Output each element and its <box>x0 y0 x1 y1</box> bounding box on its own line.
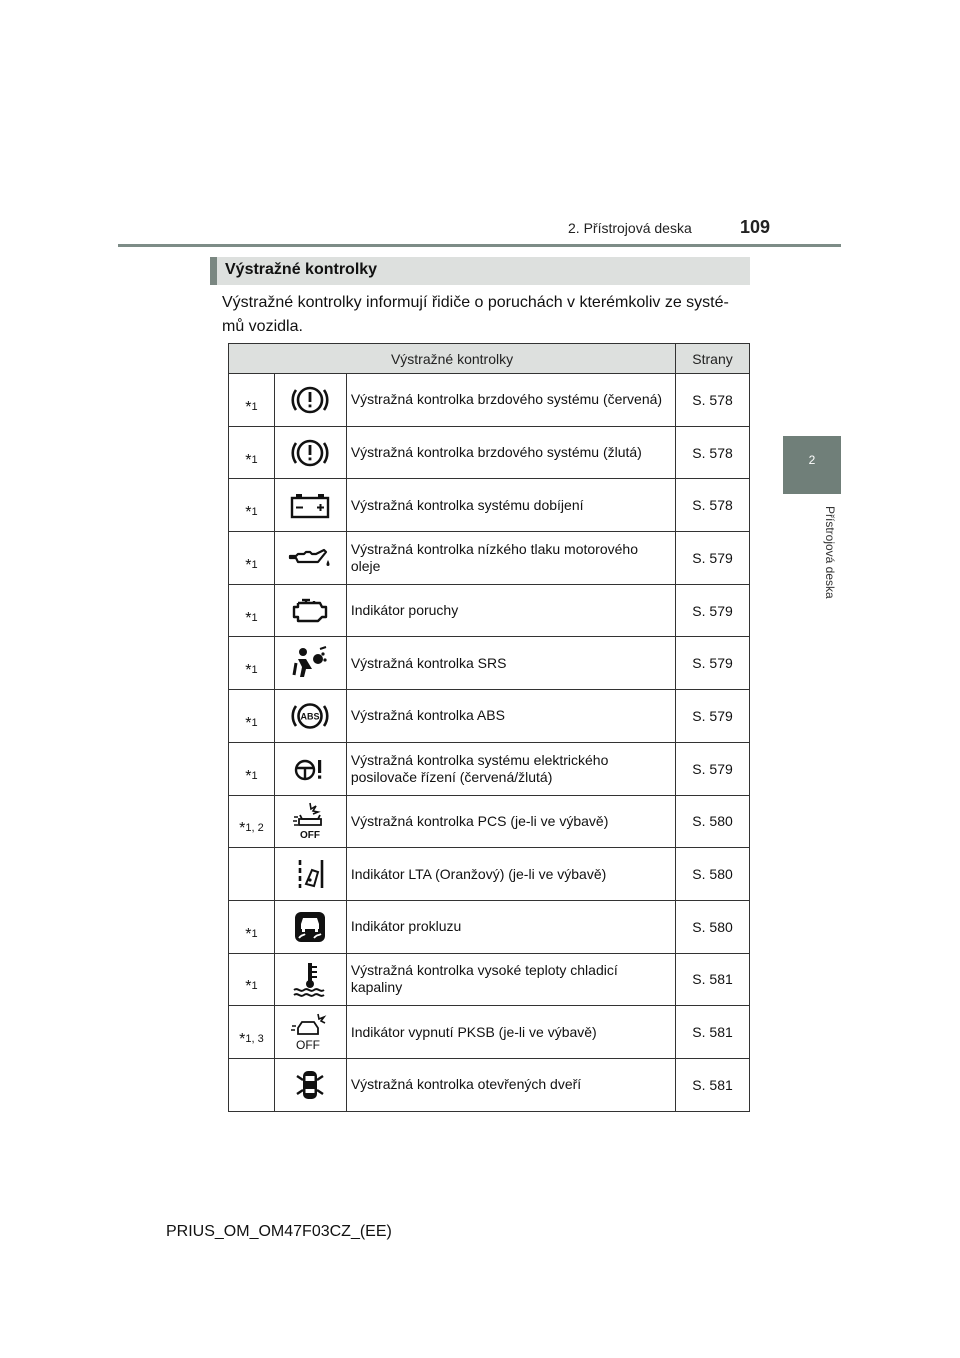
footnote-mark: *1, 3 <box>229 1006 275 1059</box>
row-description: Výstražná kontrolka vysoké teploty chladicí kapaliny <box>346 953 675 1006</box>
row-page-ref: S. 579 <box>676 584 750 637</box>
row-description: Indikátor LTA (Oranžový) (je-li ve výbavě) <box>346 848 675 901</box>
footnote-mark: *1 <box>229 426 275 479</box>
brake-system-icon <box>274 426 346 479</box>
section-title: Výstražné kontrolky <box>225 261 378 278</box>
power-steering-icon <box>274 742 346 795</box>
footnote-mark: *1 <box>229 584 275 637</box>
row-description: Indikátor poruchy <box>346 584 675 637</box>
table-row <box>229 690 750 743</box>
row-page-ref: S. 578 <box>676 479 750 532</box>
warning-lights-table <box>228 343 750 1112</box>
check-engine-icon <box>274 584 346 637</box>
footnote-mark: *1, 2 <box>229 795 275 848</box>
footnote-mark: *1 <box>229 479 275 532</box>
row-page-ref: S. 580 <box>676 848 750 901</box>
svg-text:OFF: OFF <box>300 830 321 842</box>
row-description: Výstražná kontrolka systému dobíjení <box>346 479 675 532</box>
table-row <box>229 637 750 690</box>
slip-indicator-icon <box>274 900 346 953</box>
table-row <box>229 532 750 585</box>
row-description: Výstražná kontrolka brzdového systému (červená) <box>346 374 675 427</box>
svg-text:OFF: OFF <box>296 1038 321 1053</box>
lta-icon <box>274 848 346 901</box>
row-page-ref: S. 580 <box>676 795 750 848</box>
pksb-off-icon <box>274 1006 346 1059</box>
door-open-icon <box>274 1058 346 1111</box>
row-description: Výstražná kontrolka otevřených dveří <box>346 1058 675 1111</box>
pcs-off-icon <box>274 795 346 848</box>
footnote-mark: *1 <box>229 690 275 743</box>
svg-text:ABS: ABS <box>300 711 320 722</box>
table-row <box>229 584 750 637</box>
footnote-mark: *1 <box>229 637 275 690</box>
footnote-mark <box>229 848 275 901</box>
table-row <box>229 426 750 479</box>
table-row <box>229 848 750 901</box>
chapter-tab-label: Přístrojová deska <box>823 506 837 599</box>
footnote-mark: *1 <box>229 742 275 795</box>
row-page-ref: S. 581 <box>676 953 750 1006</box>
table-row <box>229 374 750 427</box>
document-code: PRIUS_OM_OM47F03CZ_(EE) <box>166 1223 392 1240</box>
battery-icon <box>274 479 346 532</box>
table-row <box>229 953 750 1006</box>
table-row <box>229 1058 750 1111</box>
header-divider <box>118 244 841 247</box>
row-page-ref: S. 579 <box>676 742 750 795</box>
section-heading <box>210 257 750 285</box>
row-description: Výstražná kontrolka systému elektrického posilovače řízení (červená/žlutá) <box>346 742 675 795</box>
row-page-ref: S. 579 <box>676 532 750 585</box>
footnote-mark: *1 <box>229 953 275 1006</box>
row-page-ref: S. 579 <box>676 690 750 743</box>
coolant-temperature-icon <box>274 953 346 1006</box>
oil-pressure-icon <box>274 532 346 585</box>
row-description: Výstražná kontrolka ABS <box>346 690 675 743</box>
row-page-ref: S. 578 <box>676 426 750 479</box>
table-row <box>229 795 750 848</box>
row-page-ref: S. 580 <box>676 900 750 953</box>
chapter-tab-number: 2 <box>808 453 816 467</box>
row-description: Výstražná kontrolka PCS (je-li ve výbavě) <box>346 795 675 848</box>
header-warning-lights: Výstražné kontrolky <box>229 344 676 374</box>
abs-icon <box>274 690 346 743</box>
row-description: Výstražná kontrolka nízkého tlaku motorového oleje <box>346 532 675 585</box>
row-page-ref: S. 578 <box>676 374 750 427</box>
section-intro: Výstražné kontrolky informují řidiče o poruchách v kterémkoliv ze systé-mů vozidla. <box>222 294 729 335</box>
table-row <box>229 1006 750 1059</box>
row-description: Výstražná kontrolka SRS <box>346 637 675 690</box>
row-description: Indikátor vypnutí PKSB (je-li ve výbavě) <box>346 1006 675 1059</box>
row-page-ref: S. 579 <box>676 637 750 690</box>
footnote-mark: *1 <box>229 900 275 953</box>
row-page-ref: S. 581 <box>676 1058 750 1111</box>
table-row <box>229 742 750 795</box>
table-row <box>229 479 750 532</box>
srs-airbag-icon <box>274 637 346 690</box>
footnote-mark: *1 <box>229 374 275 427</box>
page-number: 109 <box>740 217 771 237</box>
footnote-mark <box>229 1058 275 1111</box>
row-page-ref: S. 581 <box>676 1006 750 1059</box>
table-row <box>229 900 750 953</box>
brake-system-icon <box>274 374 346 427</box>
footnote-mark: *1 <box>229 532 275 585</box>
table-header-row <box>229 344 750 374</box>
row-description: Výstražná kontrolka brzdového systému (žlutá) <box>346 426 675 479</box>
row-description: Indikátor prokluzu <box>346 900 675 953</box>
chapter-title: 2. Přístrojová deska <box>568 220 692 236</box>
header-pages: Strany <box>676 344 750 374</box>
